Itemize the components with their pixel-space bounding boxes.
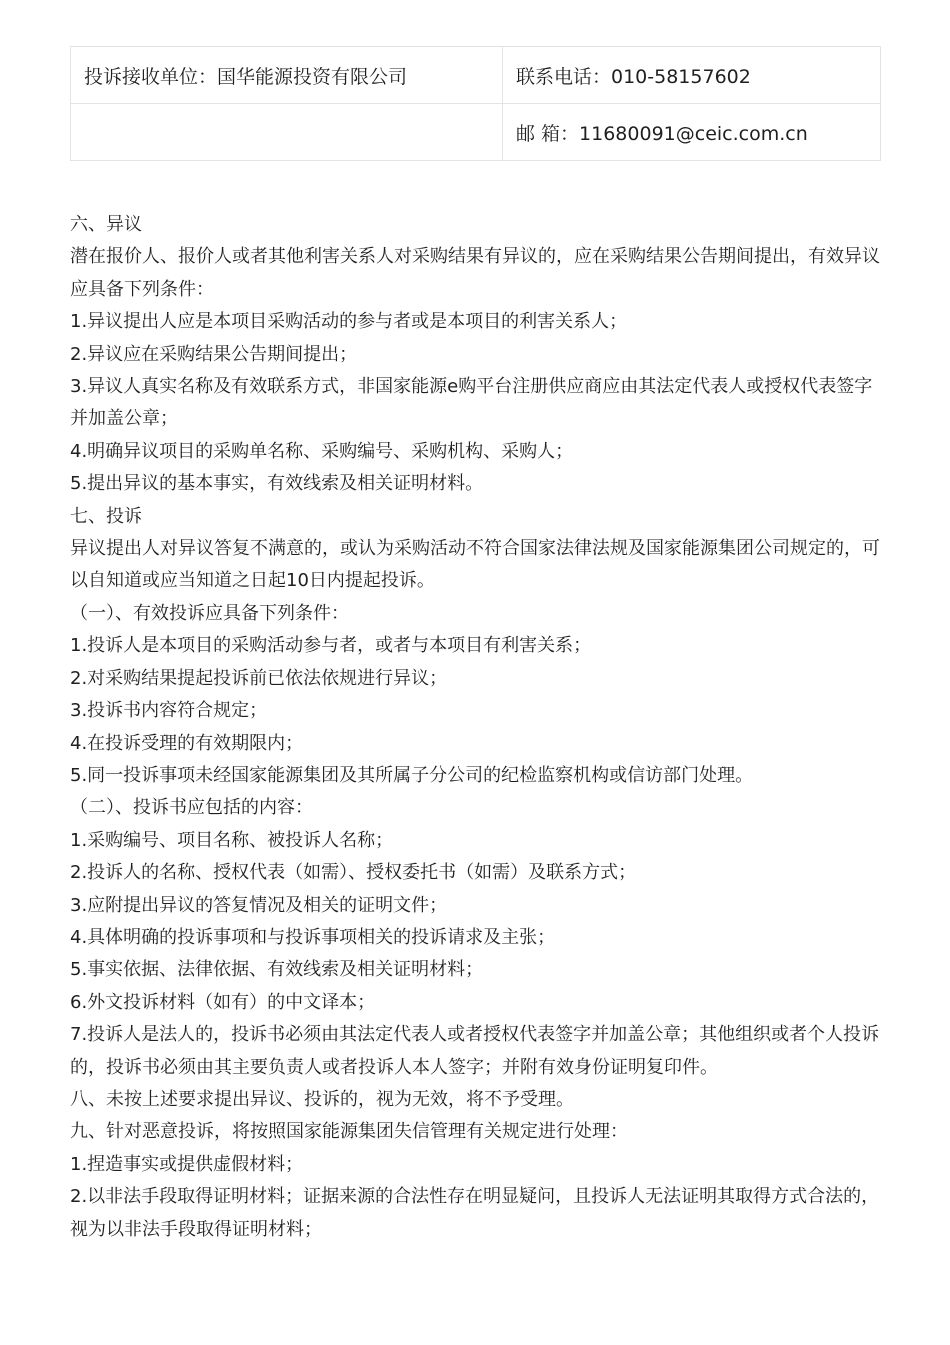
list-item: 4.具体明确的投诉事项和与投诉事项相关的投诉请求及主张； bbox=[70, 926, 556, 948]
list-item: 1.采购编号、项目名称、被投诉人名称； bbox=[70, 829, 394, 851]
list-item: 5.提出异议的基本事实，有效线索及相关证明材料。 bbox=[70, 473, 484, 495]
list-item: 5.事实依据、法律依据、有效线索及相关证明材料； bbox=[70, 959, 484, 981]
list-item: 7.投诉人是法人的，投诉书必须由其法定代表人或者授权代表签字并加盖公章；其他组织或者个人投诉的，投诉书必须由其主要负责人或者投诉人本人签字；并附有效身份证明复印件。 bbox=[70, 1024, 880, 1078]
list-item: 3.异议人真实名称及有效联系方式，非国家能源e购平台注册供应商应由其法定代表人或授权代表签字并加盖公章； bbox=[70, 376, 873, 430]
paragraph: 潜在报价人、报价人或者其他利害关系人对采购结果有异议的，应在采购结果公告期间提出，有效异议应具备下列条件： bbox=[70, 246, 880, 300]
list-item: 3.应附提出异议的答复情况及相关的证明文件； bbox=[70, 894, 448, 916]
list-item: 2.异议应在采购结果公告期间提出； bbox=[70, 343, 358, 365]
subsection-heading: （一）、有效投诉应具备下列条件： bbox=[70, 602, 349, 624]
list-item: 3.投诉书内容符合规定； bbox=[70, 700, 268, 722]
contact-phone-cell: 联系电话：010-58157602 bbox=[503, 47, 881, 104]
list-item: 1.捏造事实或提供虚假材料； bbox=[70, 1153, 304, 1175]
document-body bbox=[70, 209, 885, 1246]
list-item: 2.以非法手段取得证明材料；证据来源的合法性存在明显疑问，且投诉人无法证明其取得方式合法的，视为以非法手段取得证明材料； bbox=[70, 1186, 880, 1240]
section-heading-objection: 六、异议 bbox=[70, 214, 142, 235]
paragraph: 异议提出人对异议答复不满意的，或认为采购活动不符合国家法律法规及国家能源集团公司规定的，可以自知道或应当知道之日起10日内提起投诉。 bbox=[70, 538, 880, 592]
list-item: 4.明确异议项目的采购单名称、采购编号、采购机构、采购人； bbox=[70, 440, 574, 462]
section-heading-malicious: 九、针对恶意投诉，将按照国家能源集团失信管理有关规定进行处理： bbox=[70, 1121, 628, 1143]
section-heading-invalid: 八、未按上述要求提出异议、投诉的，视为无效，将不予受理。 bbox=[70, 1088, 574, 1110]
subsection-heading: （二）、投诉书应包括的内容： bbox=[70, 797, 313, 819]
contact-email-cell: 邮 箱：11680091@ceic.com.cn bbox=[503, 104, 881, 161]
list-item: 4.在投诉受理的有效期限内； bbox=[70, 732, 304, 754]
list-item: 1.异议提出人应是本项目采购活动的参与者或是本项目的利害关系人； bbox=[70, 311, 628, 333]
empty-cell bbox=[71, 104, 503, 161]
section-heading-complaint: 七、投诉 bbox=[70, 505, 142, 527]
list-item: 2.对采购结果提起投诉前已依法依规进行异议； bbox=[70, 667, 448, 689]
table-row bbox=[71, 104, 881, 161]
complaint-receiver-cell: 投诉接收单位：国华能源投资有限公司 bbox=[71, 47, 503, 104]
contact-info-table bbox=[70, 46, 881, 161]
list-item: 2.投诉人的名称、授权代表（如需）、授权委托书（如需）及联系方式； bbox=[70, 862, 637, 884]
list-item: 5.同一投诉事项未经国家能源集团及其所属子分公司的纪检监察机构或信访部门处理。 bbox=[70, 764, 754, 786]
list-item: 6.外文投诉材料（如有）的中文译本； bbox=[70, 991, 376, 1013]
table-row bbox=[71, 47, 881, 104]
list-item: 1.投诉人是本项目的采购活动参与者，或者与本项目有利害关系； bbox=[70, 635, 592, 657]
